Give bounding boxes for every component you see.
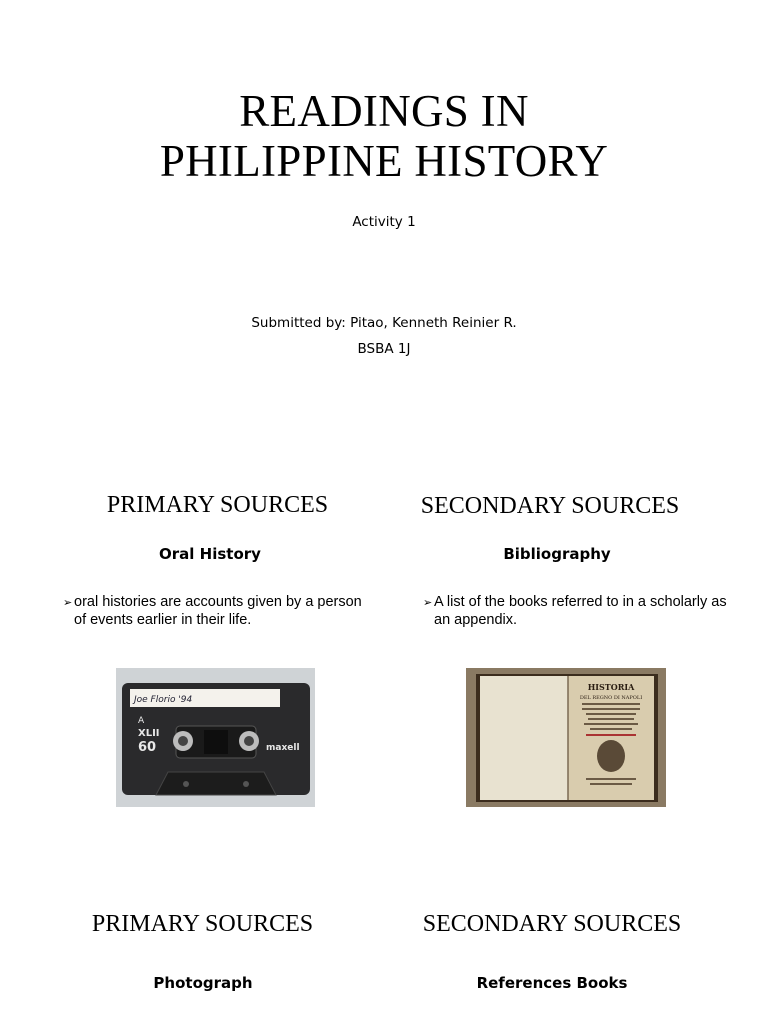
bibliography-subheading: Bibliography	[503, 545, 611, 563]
arrow-bullet-icon: ➢	[423, 597, 433, 609]
old-book-photo	[466, 668, 666, 807]
book-title-text: HISTORIA	[587, 682, 635, 692]
bibliography-bullet: ➢ A list of the books referred to in a scholarly as an appendix.	[423, 594, 727, 628]
submitted-by: Submitted by: Pitao, Kenneth Reinier R.	[251, 315, 517, 331]
cassette-label-text: Joe Florio '94	[134, 695, 193, 705]
photograph-subheading: Photograph	[153, 974, 253, 992]
book-subtitle-text: DEL REGNO DI NAPOLI	[579, 695, 643, 701]
secondary-sources-heading: SECONDARY SOURCES	[420, 493, 680, 519]
cassette-minutes-text: 60	[138, 740, 157, 755]
primary-sources-heading: PRIMARY SOURCES	[106, 492, 329, 518]
activity-label: Activity 1	[352, 214, 416, 230]
old-book-image	[466, 668, 666, 807]
document-title-line2: PHILIPPINE HISTORY	[159, 136, 609, 186]
cassette-side-text: A	[138, 716, 145, 726]
section-label: BSBA 1J	[357, 341, 411, 357]
oral-history-subheading: Oral History	[159, 545, 261, 563]
cassette-tape-photo	[116, 668, 315, 807]
oral-history-bullet: ➢ oral histories are accounts given by a person of events earlier in their life.	[63, 594, 362, 628]
primary-sources-heading-2: PRIMARY SOURCES	[91, 911, 314, 937]
document-title-line1: READINGS IN	[239, 86, 529, 136]
secondary-sources-heading-2: SECONDARY SOURCES	[422, 911, 682, 937]
cassette-brand-text: maxell	[266, 743, 300, 753]
cassette-type-text: XLII	[138, 728, 160, 739]
arrow-bullet-icon: ➢	[63, 597, 73, 609]
references-books-subheading: References Books	[476, 974, 628, 992]
cassette-tape-image	[116, 668, 315, 807]
